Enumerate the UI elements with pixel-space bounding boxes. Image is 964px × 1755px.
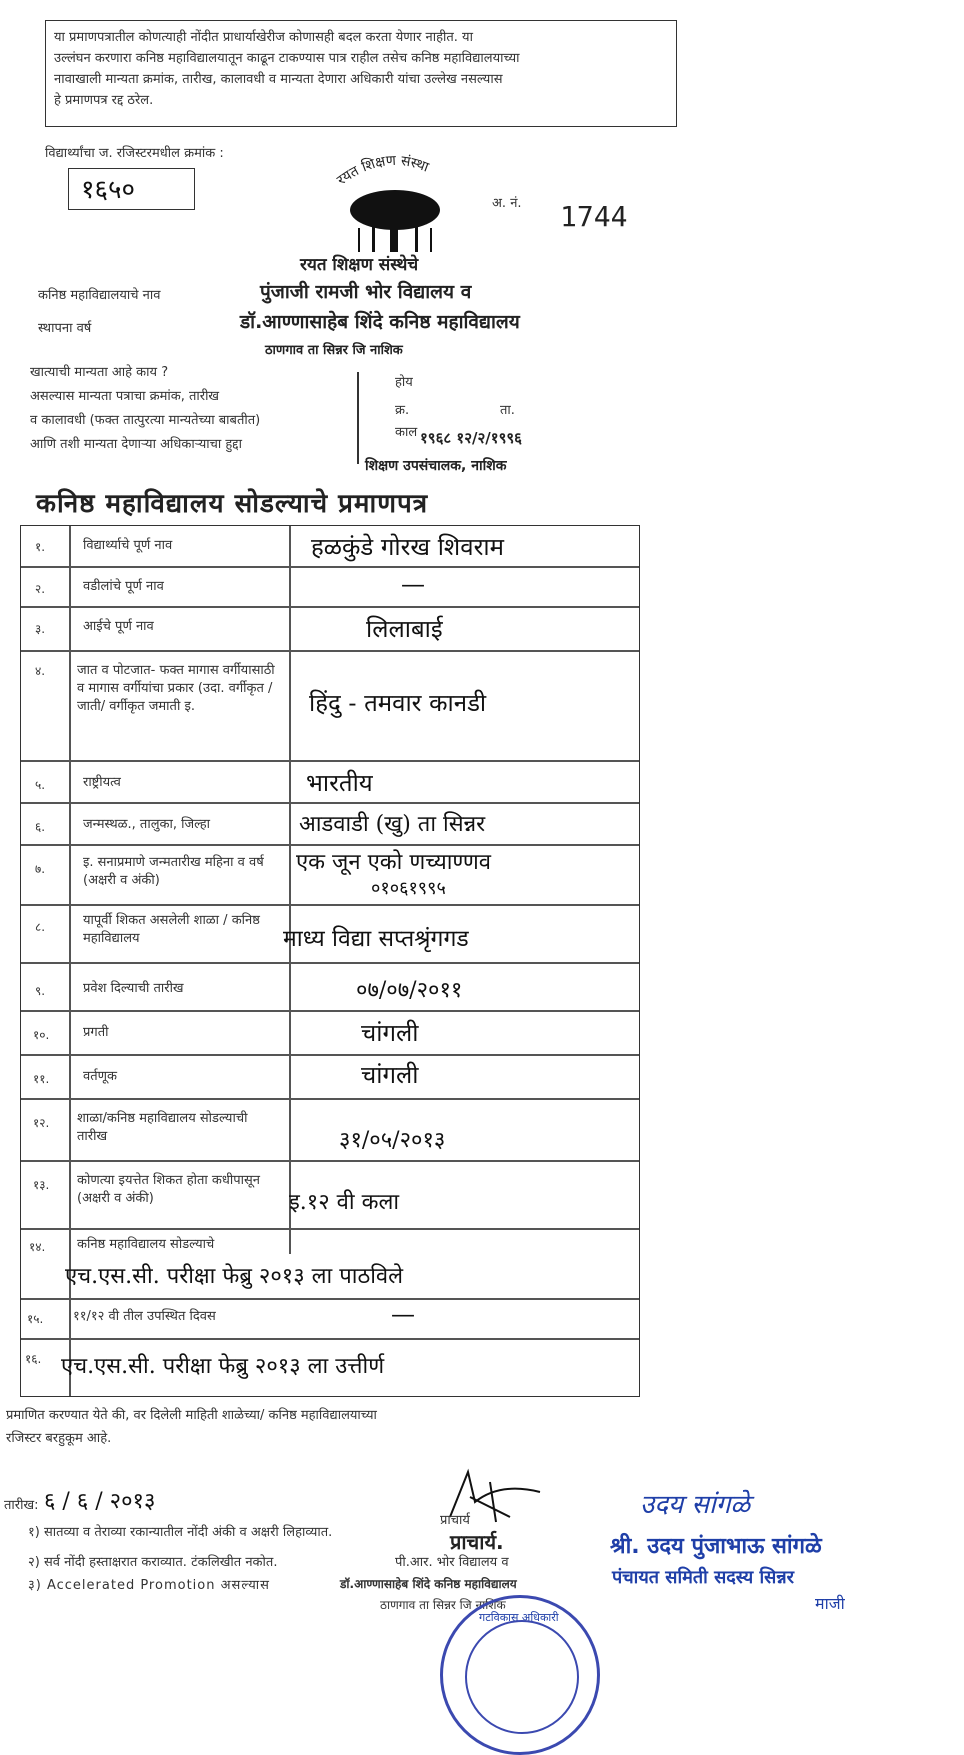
- college-label: कनिष्ठ महाविद्यालयाचे नाव: [38, 288, 161, 303]
- certify-line-2: रजिस्टर बरहुकूम आहे.: [6, 1431, 112, 1446]
- serial-number: 1744: [560, 200, 628, 233]
- recognition-divider: [357, 372, 359, 464]
- recognition-period-label: काल: [395, 425, 418, 440]
- member-signature: उदय सांगळे: [640, 1490, 751, 1520]
- recognition-stamp-date: १९६८ १२/२/१९९६: [420, 429, 522, 447]
- row-label: वडीलांचे पूर्ण नाव: [83, 579, 164, 594]
- established-label: स्थापना वर्ष: [38, 321, 92, 336]
- row-number: १२.: [33, 1116, 50, 1130]
- row-number: ११.: [33, 1072, 50, 1086]
- svg-text:रयत शिक्षण संस्था: [334, 153, 431, 189]
- row-number: १३.: [33, 1178, 50, 1192]
- row-label: जात व पोटजात- फक्त मागास वर्गीयासाठी व मागास वर्गीयांचा प्रकार (उदा. वर्गीकृत / जाती/ वर्गीकृत जमाती इ.: [77, 663, 275, 714]
- row-label: विद्यार्थ्याचे पूर्ण नाव: [83, 538, 173, 553]
- recognition-yes: होय: [395, 375, 413, 390]
- note-1: १) सातव्या व तेराव्या रकान्यातील नोंदी अंकी व अक्षरी लिहाव्यात.: [28, 1525, 333, 1540]
- member-stamp-title: पंचायत समिती सदस्य सिन्नर: [612, 1567, 794, 1588]
- birthplace-value: आडवाडी (खु) ता सिन्नर: [299, 812, 486, 837]
- row-line: [21, 606, 639, 608]
- admission-date-value: ०७/०७/२०११: [356, 978, 463, 1003]
- row-line: [21, 1338, 639, 1340]
- row-label: कोणत्या इयत्तेत शिकत होता कधीपासून (अक्षरी व अंकी): [77, 1173, 261, 1206]
- leaving-reason-value: एच.एस.सी. परीक्षा फेब्रु २०१३ ला पाठविले: [65, 1264, 404, 1289]
- row-number: ४.: [35, 664, 46, 678]
- member-stamp-role: माजी: [815, 1594, 845, 1613]
- row-number: ८.: [35, 920, 46, 934]
- row-label: आईचे पूर्ण नाव: [83, 619, 154, 634]
- principal-place: ठाणगाव ता सिन्नर जि नाशिक: [380, 1598, 506, 1612]
- row-line: [21, 962, 639, 964]
- row-line: [21, 650, 639, 652]
- date-value: ६ / ६ / २०१३: [44, 1489, 156, 1514]
- row-label: प्रगती: [83, 1025, 109, 1040]
- register-label: विद्यार्थ्यांचा ज. रजिस्टरमधील क्रमांक :: [45, 146, 224, 161]
- recognition-question-3: व कालावधी (फक्त तात्पुरत्या मान्यतेच्या बाबतीत): [30, 413, 261, 428]
- row-label: इ. सनाप्रमाणे जन्मतारीख महिना व वर्ष (अक्षरी व अंकी): [83, 855, 264, 888]
- row-number: २.: [35, 582, 46, 596]
- institution-name-1: पुंजाजी रामजी भोर विद्यालय व: [260, 281, 472, 303]
- row-line: [21, 904, 639, 906]
- father-name-value: —: [401, 570, 425, 598]
- official-seal: [440, 1595, 600, 1755]
- row-number: १०.: [33, 1028, 50, 1042]
- institution-place: ठाणगाव ता सिन्नर जि नाशिक: [265, 343, 403, 358]
- recognition-question-1: खात्याची मान्यता आहे काय ?: [30, 365, 169, 380]
- row-number: १४.: [29, 1240, 46, 1254]
- register-number: १६५०: [68, 168, 195, 210]
- previous-school-value: माध्य विद्या सप्तश्रृंगगड: [283, 926, 469, 952]
- row-label: जन्मस्थळ., तालुका, जिल्हा: [83, 817, 211, 832]
- row-number: १५.: [27, 1312, 44, 1326]
- row-label: यापूर्वी शिकत असलेली शाळा / कनिष्ठ महाविद्यालय: [83, 913, 260, 946]
- remarks-value: एच.एस.सी. परीक्षा फेब्रु २०१३ ला उत्तीर्ण: [61, 1354, 385, 1379]
- progress-value: चांगली: [361, 1019, 419, 1047]
- row-number: ५.: [35, 778, 46, 792]
- row-number: ९.: [35, 984, 46, 998]
- conduct-value: चांगली: [361, 1061, 419, 1089]
- caste-value: हिंदु - तमवार कानडी: [309, 689, 487, 717]
- nationality-value: भारतीय: [306, 769, 373, 797]
- table-divider: [289, 526, 291, 1254]
- row-number: ६.: [35, 820, 46, 834]
- leaving-date-value: ३१/०५/२०१३: [339, 1128, 446, 1153]
- row-label: ११/१२ वी तील उपस्थित दिवस: [73, 1309, 216, 1324]
- member-stamp-name: श्री. उदय पुंजाभाऊ सांगळे: [610, 1534, 822, 1559]
- row-line: [21, 1054, 639, 1056]
- emblem-text: रयत शिक्षण संस्था: [334, 152, 431, 189]
- notice-box: [45, 20, 677, 127]
- birthdate-words-value: एक जून एको णच्याण्णव: [296, 850, 492, 875]
- notice-line: या प्रमाणपत्रातील कोणत्याही नोंदीत प्राधार्याखेरीज कोणासही बदल करता येणार नाहीत. या: [54, 30, 473, 45]
- row-label: प्रवेश दिल्याची तारीख: [83, 981, 184, 996]
- sanstha-name: रयत शिक्षण संस्थेचे: [300, 255, 419, 275]
- serial-label: अ. नं.: [492, 196, 522, 211]
- principal-title: प्राचार्य.: [450, 1530, 504, 1554]
- row-line: [21, 1298, 639, 1300]
- note-2: २) सर्व नोंदी हस्ताक्षरात कराव्यात. टंकलिखीत नकोत.: [28, 1555, 278, 1570]
- recognition-officer: शिक्षण उपसंचालक, नाशिक: [365, 458, 507, 474]
- row-number: १.: [35, 540, 46, 554]
- recognition-number-label: क्र.: [395, 403, 410, 418]
- banyan-tree-emblem: [320, 150, 470, 260]
- birthdate-digits-value: ०१०६१९९५: [371, 878, 446, 899]
- row-line: [21, 566, 639, 568]
- notice-line: नावाखाली मान्यता क्रमांक, तारीख, कालावधी व मान्यता देणारा अधिकारी यांचा उल्लेख नसल्यास: [54, 72, 503, 87]
- row-line: [21, 1010, 639, 1012]
- row-number: १६.: [25, 1352, 42, 1366]
- certify-line-1: प्रमाणित करण्यात येते की, वर दिलेली माहिती शाळेच्या/ कनिष्ठ महाविद्यालयाच्या: [6, 1408, 377, 1423]
- mother-name-value: लिलाबाई: [366, 615, 443, 643]
- row-label: शाळा/कनिष्ठ महाविद्यालय सोडल्याची तारीख: [77, 1111, 248, 1144]
- seal-inner-ring: [465, 1620, 579, 1734]
- row-line: [21, 1098, 639, 1100]
- row-line: [21, 1160, 639, 1162]
- date-label: तारीख:: [4, 1498, 39, 1513]
- row-number: ७.: [35, 862, 46, 876]
- note-3: ३) Accelerated Promotion असल्यास: [28, 1578, 270, 1593]
- recognition-question-2: असल्यास मान्यता पत्राचा क्रमांक, तारीख: [30, 389, 220, 404]
- row-line: [21, 1228, 639, 1230]
- row-label: राष्ट्रीयत्व: [83, 775, 121, 790]
- institution-name-2: डॉ.आण्णासाहेब शिंदे कनिष्ठ महाविद्यालय: [240, 311, 520, 333]
- notice-line: हे प्रमाणपत्र रद्द ठरेल.: [54, 93, 154, 108]
- notice-line: उल्लंघन करणारा कनिष्ठ महाविद्यालयातून काढून टाकण्यास पात्र राहील तसेच कनिष्ठ महाविद्यालयाच्या: [54, 51, 520, 66]
- standard-value: इ.१२ वी कला: [289, 1190, 400, 1215]
- principal-institution-1: पी.आर. भोर विद्यालय व: [395, 1555, 509, 1570]
- row-label: वर्तणूक: [83, 1069, 118, 1084]
- certificate-table: [20, 525, 640, 1397]
- principal-institution-2: डॉ.आण्णासाहेब शिंदे कनिष्ठ महाविद्यालय: [340, 1577, 517, 1591]
- notice-text: [54, 27, 668, 111]
- row-number: ३.: [35, 622, 46, 636]
- recognition-date-label: ता.: [500, 403, 515, 418]
- certificate-title: कनिष्ठ महाविद्यालय सोडल्याचे प्रमाणपत्र: [36, 489, 429, 519]
- seal-text: गटविकास अधिकारी: [479, 1611, 559, 1624]
- row-label: कनिष्ठ महाविद्यालय सोडल्याचे: [77, 1237, 215, 1252]
- attendance-value: —: [391, 1300, 415, 1328]
- row-line: [21, 802, 639, 804]
- row-line: [21, 760, 639, 762]
- recognition-question-4: आणि तशी मान्यता देणाऱ्या अधिकाऱ्याचा हुद्दा: [30, 437, 242, 452]
- principal-small-label: प्राचार्य: [440, 1513, 470, 1528]
- student-name-value: हळकुंडे गोरख शिवराम: [311, 533, 504, 561]
